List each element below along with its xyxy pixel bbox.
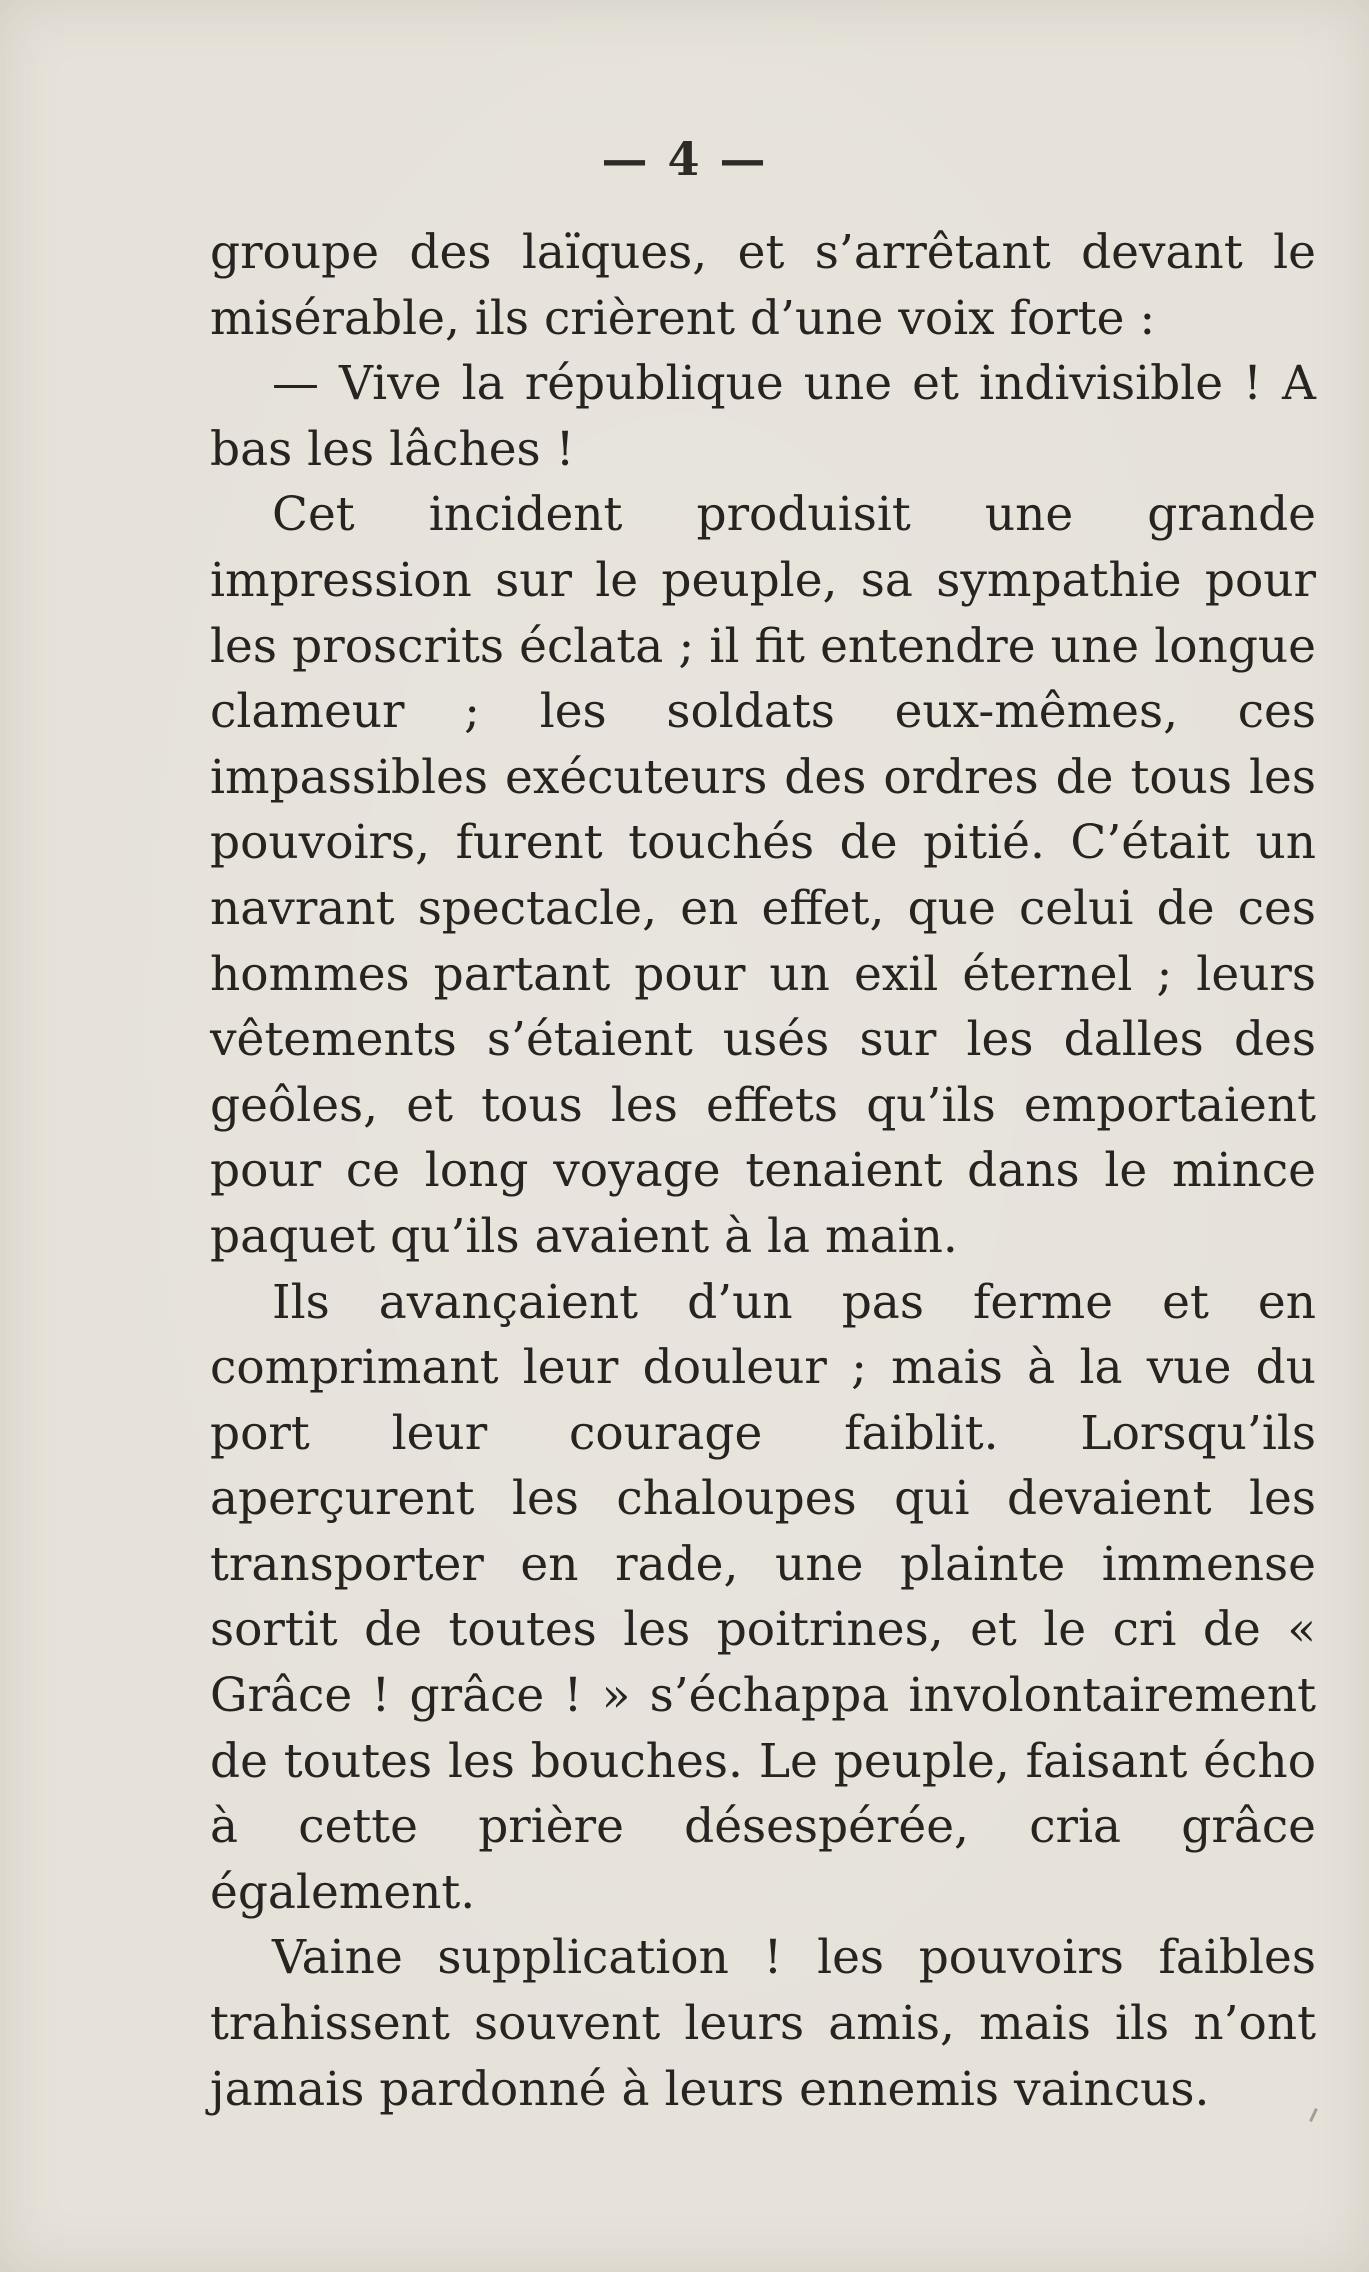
paragraph-conclusion: Vaine supplication ! les pouvoirs faibles trahissent souvent leurs amis, mais ils n’ont jamais pardonné à leurs ennemis vaincus. [210, 1930, 1316, 2117]
paragraph-shout: — Vive la république une et indivisible ! A bas les lâches ! [210, 356, 1316, 477]
page-number: — 4 — [601, 132, 768, 186]
body-text [210, 220, 1316, 2122]
paragraph-departure: Ils avançaient d’un pas ferme et en comprimant leur douleur ; mais à la vue du port leur courage faiblit. Lorsqu’ils aperçurent les chaloupes qui devaient les transporter en rade, une plainte immense sortit de toutes les poitrines, et le cri de « Grâce ! grâce ! » s’échappa involontairement de toutes les bouches. Le peuple, faisant écho à cette prière désespérée, cria grâce également. [210, 1274, 1316, 1920]
paragraph-incident: Cet incident produisit une grande impression sur le peuple, sa sympathie pour les proscrits éclata ; il fit entendre une longue clameur ; les soldats eux-mêmes, ces impassibles exécuteurs des ordres de tous les pouvoirs, furent touchés de pitié. C’était un navrant spectacle, en effet, que celui de ces hommes partant pour un exil éternel ; leurs vêtements s’étaient usés sur les dalles des geôles, et tous les effets qu’ils emportaient pour ce long voyage tenaient dans le mince paquet qu’ils avaient à la main. [210, 487, 1316, 1264]
paragraph-continuation: groupe des laïques, et s’arrêtant devant le misérable, ils crièrent d’une voix forte : [210, 225, 1316, 346]
